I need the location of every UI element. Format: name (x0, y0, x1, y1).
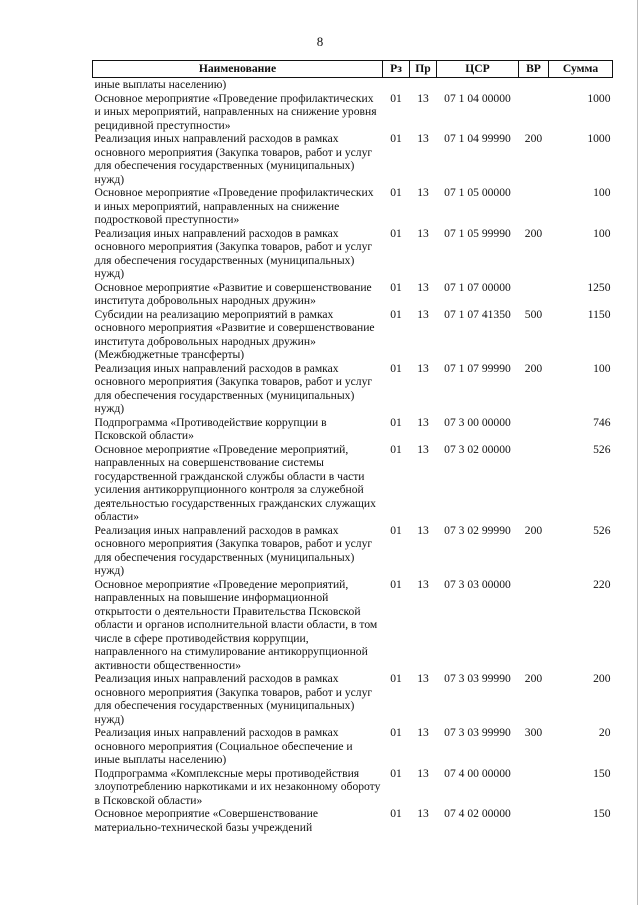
cell-name: Реализация иных направлений расходов в рамках основного мероприятия (Закупка товаров, работ и услуг для обеспечения государственных (муниципальных) нужд) (94, 226, 373, 280)
cell-pr: 13 (417, 91, 429, 105)
cell-sum: 526 (593, 523, 611, 537)
cell-name: Реализация иных направлений расходов в рамках основного мероприятия (Закупка товаров, работ и услуг для обеспечения государственных (муниципальных) нужд) (94, 672, 373, 726)
cell-csr: 07 3 03 99990 (444, 672, 511, 685)
cell-sum: 100 (593, 186, 611, 199)
cell-sum: 1150 (587, 307, 611, 321)
cell-name: Реализация иных направлений расходов в рамках основного мероприятия (Закупка товаров, работ и услуг для обеспечения государственных (муниципальных) нужд) (94, 523, 373, 577)
cell-pr: 13 (417, 132, 429, 145)
cell-csr: 07 3 03 99990 (444, 726, 511, 739)
cell-csr: 07 3 00 00000 (444, 415, 511, 429)
cell-csr: 07 1 05 00000 (444, 186, 511, 199)
cell-name: Реализация иных направлений расходов в рамках основного мероприятия (Закупка товаров, работ и услуг для обеспечения государственных (муниципальных) нужд) (94, 361, 373, 415)
cell-vr (519, 578, 549, 673)
cell-csr: 07 1 07 41350 (444, 307, 511, 321)
cell-name: Основное мероприятие «Проведение профилактических и иных мероприятий, направленных на снижение уровня рецидивной преступности» (94, 91, 377, 132)
cell-sum: 100 (593, 226, 611, 240)
cell-pr: 13 (417, 672, 429, 685)
cell-pr (410, 78, 437, 92)
cell-csr: 07 1 05 99990 (444, 226, 511, 240)
cell-rz: 01 (390, 361, 402, 375)
cell-rz: 01 (390, 672, 402, 685)
cell-sum: 526 (593, 442, 611, 456)
cell-vr (519, 443, 549, 524)
cell-rz: 01 (390, 523, 402, 537)
cell-name: Основное мероприятие «Проведение профилактических и иных мероприятий, направленных на снижение подростковой преступности» (94, 186, 374, 226)
table-row (93, 524, 613, 578)
header-pr: Пр (410, 61, 437, 78)
table-row (93, 416, 613, 443)
cell-vr: 200 (524, 523, 543, 537)
cell-sum: 1000 (587, 132, 611, 145)
cell-pr: 13 (417, 226, 429, 240)
cell-sum: 746 (593, 415, 611, 429)
header-sum: Сумма (549, 61, 613, 78)
cell-rz: 01 (390, 91, 402, 105)
cell-rz (383, 78, 410, 92)
cell-pr: 13 (417, 766, 429, 780)
cell-pr: 13 (417, 523, 429, 537)
cell-pr: 13 (417, 577, 429, 591)
table-row (93, 132, 613, 186)
cell-sum: 20 (598, 726, 611, 739)
cell-sum: 100 (593, 361, 611, 375)
cell-name: Основное мероприятие «Развитие и совершенствование института добровольных народных дружин» (94, 280, 372, 307)
scan-edge-line (637, 0, 638, 905)
cell-sum: 220 (593, 577, 611, 591)
cell-csr: 07 3 02 99990 (444, 523, 511, 537)
cell-name: Основное мероприятие «Проведение мероприятий, направленных на совершенствование системы государственной гражданской службы области в части усиления антикоррупционного контроля за служебной деятельностью государственных гражданских служащих области» (94, 442, 376, 523)
cell-pr: 13 (417, 280, 429, 294)
table-row (93, 308, 613, 362)
cell-vr (519, 416, 549, 443)
cell-csr: 07 4 02 00000 (444, 807, 511, 820)
header-vr: ВР (519, 61, 549, 78)
cell-vr (519, 281, 549, 308)
cell-rz: 01 (390, 766, 402, 780)
cell-vr: 200 (524, 226, 543, 240)
cell-vr: 200 (524, 361, 543, 375)
cell-name: иные выплаты населению) (94, 78, 227, 91)
cell-vr: 500 (524, 307, 543, 321)
table-row (93, 281, 613, 308)
cell-pr: 13 (417, 361, 429, 375)
table-row (93, 767, 613, 808)
cell-vr (519, 767, 549, 808)
cell-vr: 200 (524, 672, 543, 685)
cell-rz: 01 (390, 307, 402, 321)
table-row (93, 807, 613, 834)
cell-name: Подпрограмма «Комплексные меры противодействия злоупотреблению наркотиками и их незаконному обороту в Псковской области» (94, 766, 381, 807)
cell-sum: 150 (593, 766, 611, 780)
cell-csr: 07 1 04 00000 (444, 91, 511, 105)
table-row (93, 92, 613, 133)
cell-rz: 01 (390, 226, 402, 240)
cell-vr (519, 92, 549, 133)
cell-name: Основное мероприятие «Совершенствование материально-технической базы учреждений (94, 807, 318, 834)
cell-rz: 01 (390, 280, 402, 294)
cell-pr: 13 (417, 307, 429, 321)
cell-csr: 07 1 07 99990 (444, 361, 511, 375)
cell-csr (437, 78, 519, 92)
cell-vr (519, 807, 549, 834)
cell-csr: 07 3 03 00000 (444, 577, 511, 591)
cell-vr: 300 (524, 726, 543, 739)
table-row (93, 227, 613, 281)
cell-sum: 1000 (587, 91, 611, 105)
table-row (93, 578, 613, 673)
cell-rz: 01 (390, 807, 402, 820)
table-row (93, 672, 613, 726)
cell-sum: 150 (593, 807, 611, 820)
header-name: Наименование (93, 61, 383, 78)
cell-rz: 01 (390, 577, 402, 591)
cell-name: Реализация иных направлений расходов в рамках основного мероприятия (Закупка товаров, работ и услуг для обеспечения государственных (муниципальных) нужд) (94, 132, 373, 186)
cell-vr: 200 (524, 132, 543, 145)
budget-table (92, 60, 613, 834)
cell-rz: 01 (390, 726, 402, 739)
cell-vr (519, 186, 549, 227)
cell-name: Подпрограмма «Противодействие коррупции в Псковской области» (94, 415, 327, 442)
table-row (93, 78, 613, 92)
cell-csr: 07 3 02 00000 (444, 442, 511, 456)
cell-name: Основное мероприятие «Проведение мероприятий, направленных на повышение информационной открытости о деятельности Правительства Псковской области и органов исполнительной власти области, в том числе в сфере противодействия коррупции, направленного на стимулирование антикоррупционной активности общественности» (94, 577, 378, 672)
cell-vr (519, 78, 549, 92)
cell-name: Реализация иных направлений расходов в рамках основного мероприятия (Социальное обеспечение и иные выплаты населению) (94, 726, 353, 766)
header-csr: ЦСР (437, 61, 519, 78)
table-row (93, 186, 613, 227)
cell-pr: 13 (417, 442, 429, 456)
cell-sum (549, 78, 613, 92)
cell-pr: 13 (417, 807, 429, 820)
cell-rz: 01 (390, 442, 402, 456)
cell-pr: 13 (417, 726, 429, 739)
cell-csr: 07 1 04 99990 (444, 132, 511, 145)
cell-pr: 13 (417, 186, 429, 199)
table-header-row (93, 61, 613, 78)
page-number: 8 (316, 34, 324, 49)
header-rz: Рз (383, 61, 410, 78)
cell-sum: 200 (593, 672, 611, 685)
cell-csr: 07 1 07 00000 (444, 280, 511, 294)
cell-sum: 1250 (587, 280, 611, 294)
cell-rz: 01 (390, 415, 402, 429)
table-row (93, 443, 613, 524)
cell-rz: 01 (390, 186, 402, 199)
table-row (93, 362, 613, 416)
cell-pr: 13 (417, 415, 429, 429)
cell-csr: 07 4 00 00000 (444, 766, 511, 780)
table-row (93, 726, 613, 767)
cell-rz: 01 (390, 132, 402, 145)
table-body (93, 78, 613, 835)
cell-name: Субсидии на реализацию мероприятий в рамках основного мероприятия «Развитие и совершенствование института добровольных народных дружин» (Межбюджетные трансферты) (94, 307, 375, 361)
